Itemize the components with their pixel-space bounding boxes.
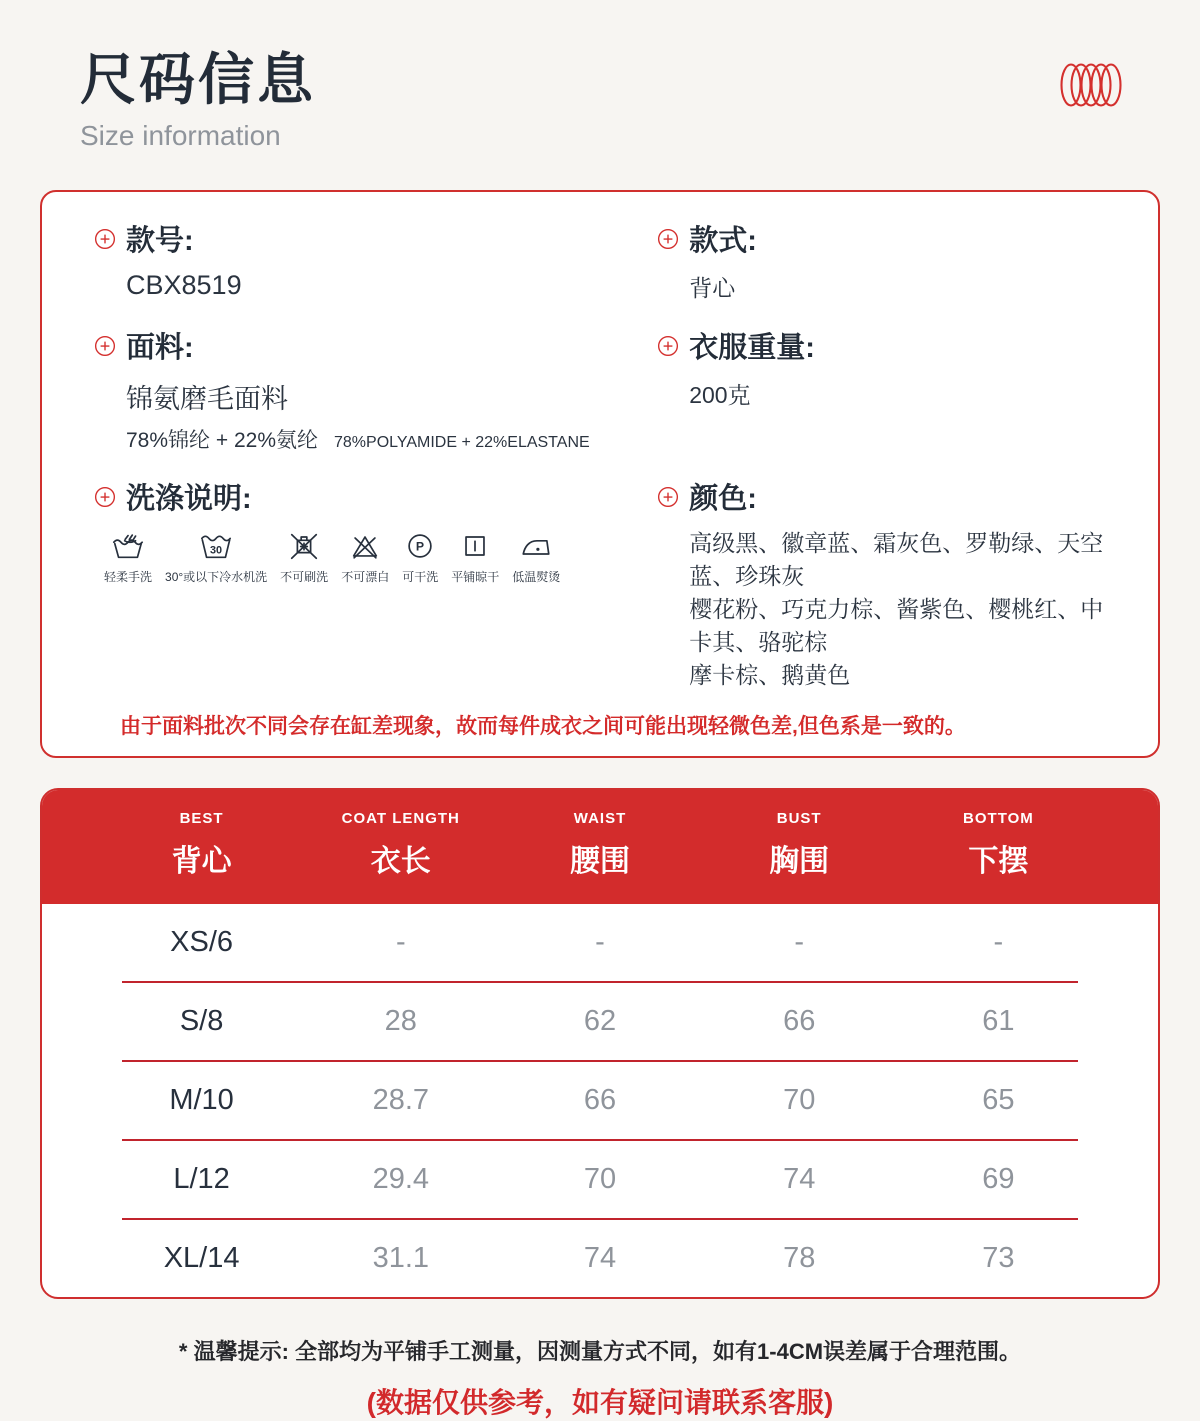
- header-en-label: WAIST: [573, 810, 627, 828]
- washing-label: 洗涤说明:: [126, 483, 252, 516]
- style-number-value: CBX8519: [126, 270, 242, 301]
- wash-item-label: 平铺晾干: [451, 570, 500, 585]
- size-table-body: [42, 904, 1158, 1297]
- size-table: [40, 788, 1160, 1299]
- value-cell: -: [794, 926, 805, 959]
- washing-label-row: [94, 476, 657, 517]
- style-value: 背心: [689, 275, 736, 302]
- value-cell: 61: [982, 1005, 1015, 1038]
- color-label: 颜色:: [689, 483, 757, 516]
- wash-item-hand-wash: [104, 529, 152, 585]
- product-info-card: [40, 190, 1160, 758]
- product-info-grid: [94, 218, 1118, 692]
- value-cell: 73: [982, 1242, 1015, 1275]
- value-cell: 28: [384, 1005, 417, 1038]
- plus-circle-icon: [94, 486, 116, 508]
- fabric-label: 面料:: [126, 332, 194, 365]
- value-cell: 31.1: [372, 1242, 430, 1275]
- wash-item-machine-30: [165, 529, 267, 585]
- field-weight: [657, 325, 1118, 454]
- wash-item-flat-dry: [451, 529, 499, 585]
- header-cell-bust: [700, 810, 899, 880]
- no-brush-wash-icon: [287, 529, 321, 563]
- customer-service-note: (数据仅供参考，如有疑问请联系客服): [366, 1387, 834, 1419]
- size-cell: M/10: [169, 1084, 234, 1117]
- weight-value: 200克: [689, 382, 751, 409]
- value-cell: 74: [583, 1242, 617, 1275]
- color-label-row: [657, 476, 1118, 517]
- measurement-tip: * 温馨提示: 全部均为平铺手工测量，因测量方式不同，如有1-4CM误差属于合理范围。: [178, 1339, 1022, 1365]
- size-cell: S/8: [179, 1005, 224, 1038]
- value-cell: 66: [583, 1084, 617, 1117]
- field-color: [657, 476, 1118, 692]
- header-cn-label: 背心: [171, 845, 232, 879]
- table-row-m: [42, 1062, 1158, 1139]
- table-row-s: [42, 983, 1158, 1060]
- wash-item-label: 轻柔手洗: [104, 570, 153, 585]
- header-en-label: BUST: [776, 810, 822, 828]
- washing-icons-row: [94, 529, 657, 585]
- wash-item-no-bleach: [341, 529, 389, 585]
- value-cell: 78: [783, 1242, 816, 1275]
- flat-dry-icon: [458, 529, 492, 563]
- header-cn-label: 胸围: [769, 845, 830, 879]
- size-cell: XS/6: [170, 926, 234, 959]
- size-cell: XL/14: [163, 1242, 240, 1275]
- weight-label-row: [657, 325, 1118, 366]
- style-label-row: [657, 218, 1118, 259]
- field-fabric: [94, 325, 657, 454]
- value-cell: -: [395, 926, 406, 959]
- page-header: [0, 0, 1200, 152]
- table-row-xl: [42, 1220, 1158, 1297]
- plus-circle-icon: [657, 228, 679, 250]
- wash-item-no-brush: [280, 529, 328, 585]
- style-number-label-row: [94, 218, 657, 259]
- header-cell-waist: [500, 810, 699, 880]
- plus-circle-icon: [657, 486, 679, 508]
- header-cn-label: 衣长: [370, 845, 431, 879]
- fabric-composition: [94, 424, 657, 454]
- fabric-composition-en: 78%POLYAMIDE + 22%ELASTANE: [334, 434, 590, 452]
- dry-clean-icon: [403, 529, 437, 563]
- wash-item-label: 低温熨烫: [512, 570, 561, 585]
- wash-item-label: 不可漂白: [341, 570, 390, 585]
- color-list-line: 摩卡棕、鹅黄色: [689, 662, 851, 689]
- svg-text:30: 30: [210, 544, 223, 557]
- table-row-l: [42, 1141, 1158, 1218]
- no-bleach-icon: [348, 529, 382, 563]
- size-table-header: [42, 790, 1158, 904]
- hand-wash-icon: [111, 529, 145, 563]
- fabric-label-row: [94, 325, 657, 366]
- machine-wash-30-icon: [199, 529, 233, 563]
- weight-label: 衣服重量:: [689, 332, 815, 365]
- color-list-line: 高级黑、徽章蓝、霜灰色、罗勒绿、天空蓝、珍珠灰: [689, 530, 1104, 590]
- wash-item-low-iron: [512, 529, 560, 585]
- color-list-line: 樱花粉、巧克力棕、酱紫色、樱桃红、中卡其、骆驼棕: [689, 596, 1104, 656]
- field-style: [657, 218, 1118, 303]
- value-cell: 29.4: [372, 1163, 430, 1196]
- header-en-label: BOTTOM: [963, 810, 1034, 828]
- value-cell: 66: [783, 1005, 816, 1038]
- wash-item-label: 30°或以下冷水机洗: [165, 570, 268, 585]
- value-cell: 65: [982, 1084, 1015, 1117]
- wash-item-label: 可干洗: [402, 570, 439, 585]
- size-cell: L/12: [173, 1163, 230, 1196]
- value-cell: 28.7: [372, 1084, 430, 1117]
- header-en-label: BEST: [179, 810, 224, 828]
- wash-item-label: 不可刷洗: [280, 570, 329, 585]
- header-cell-bottom: [899, 810, 1098, 880]
- color-list: [657, 527, 1118, 692]
- plus-circle-icon: [94, 335, 116, 357]
- page-subtitle: Size information: [80, 120, 281, 152]
- header-en-label: COAT LENGTH: [341, 810, 460, 828]
- header-cell-coat-length: [301, 810, 500, 880]
- field-washing: [94, 476, 657, 692]
- value-cell: 70: [783, 1084, 816, 1117]
- field-style-number: [94, 218, 657, 303]
- batch-color-note: 由于面料批次不同会存在缸差现象，故而每件成衣之间可能出现轻微色差,但色系是一致的。: [120, 715, 966, 739]
- value-cell: -: [993, 926, 1004, 959]
- value-cell: 62: [583, 1005, 617, 1038]
- fabric-value: 锦氨磨毛面料: [126, 384, 288, 415]
- low-iron-icon: [519, 529, 553, 563]
- plus-circle-icon: [657, 335, 679, 357]
- header-cell-best: [102, 810, 301, 880]
- fabric-composition-cn: 78%锦纶 + 22%氨纶: [126, 429, 318, 453]
- header-cn-label: 下摆: [968, 845, 1029, 879]
- table-row-xs: [42, 904, 1158, 981]
- value-cell: 70: [583, 1163, 617, 1196]
- style-number-label: 款号:: [126, 225, 194, 258]
- header-cn-label: 腰围: [569, 845, 630, 879]
- footer-notes: [0, 1335, 1200, 1421]
- style-label: 款式:: [689, 225, 757, 258]
- wash-item-dry-clean: [402, 529, 438, 585]
- value-cell: -: [595, 926, 605, 959]
- value-cell: 69: [982, 1163, 1015, 1196]
- svg-text:P: P: [416, 540, 425, 555]
- page-title: 尺码信息: [80, 48, 316, 111]
- coil-spring-icon: [1060, 60, 1122, 110]
- value-cell: 74: [783, 1163, 816, 1196]
- plus-circle-icon: [94, 228, 116, 250]
